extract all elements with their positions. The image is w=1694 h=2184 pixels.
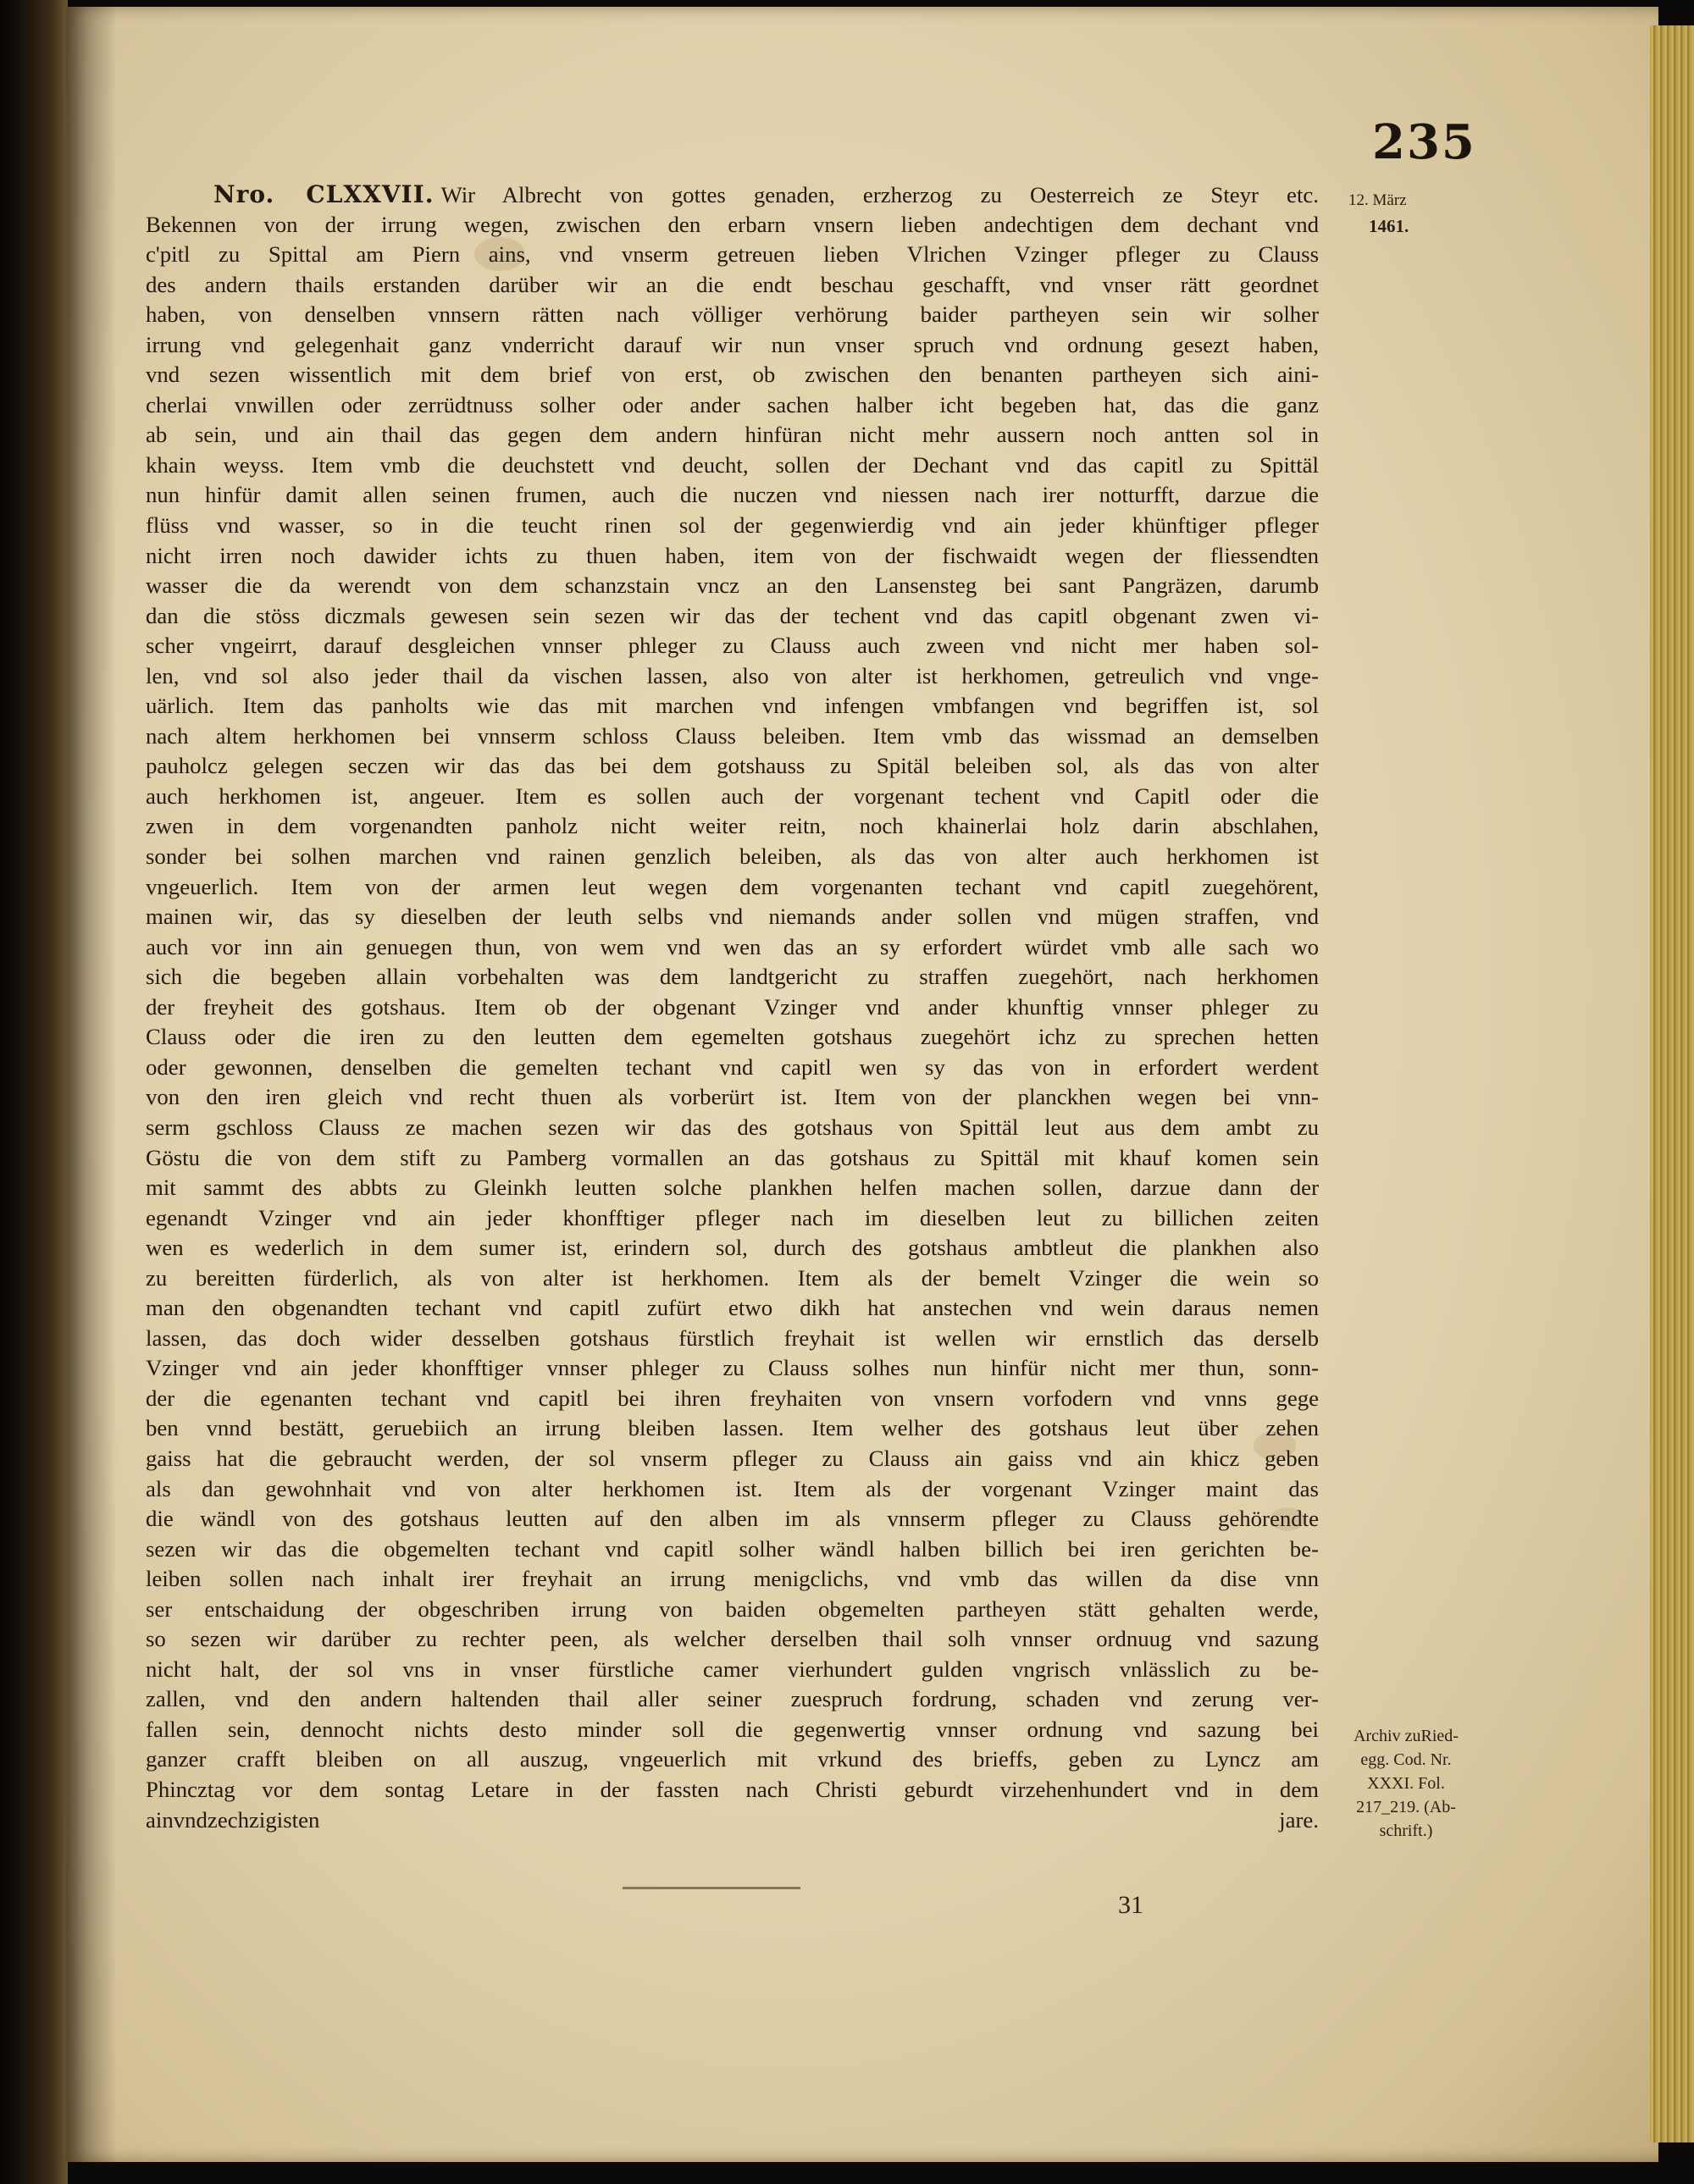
text-line: man den obgenandten techant vnd capitl zufürt etwo dikh hat anstechen vnd wein daraus nemen — [146, 1295, 1319, 1321]
text-line: cherlai vnwillen oder zerrüdtnuss solher oder ander sachen halber icht begeben hat, das die ganz — [146, 391, 1319, 417]
text-line: von den iren gleich vnd recht thuen als vorberürt ist. Item von der planckhen wegen bei vnn- — [146, 1084, 1319, 1110]
text-line: pauholcz gelegen seczen wir das das bei dem gotshauss zu Spitäl beleiben sol, als das von alter — [146, 753, 1319, 779]
text-line: mit sammt des abbts zu Gleinkh leutten solche plankhen helfen machen sollen, darzue dann der — [146, 1175, 1319, 1201]
text-line: serm gschloss Clauss ze machen sezen wir das des gotshaus von Spittäl leut aus dem ambt zu — [146, 1114, 1319, 1140]
text-line: nicht halt, der sol vns in vnser fürstliche camer vierhundert gulden vngrisch vnlässlich zu be- — [146, 1656, 1319, 1682]
text-line: fallen sein, dennocht nichts desto minder soll die gegenwertig vnnser ordnung vnd sazung bei — [146, 1716, 1319, 1742]
text-line: lassen, das doch wider desselben gotshaus fürstlich freyhait ist wellen wir ernstlich das derselb — [146, 1324, 1319, 1351]
text-line: des andern thails erstanden darüber wir an die endt beschau geschafft, vnd vnser rätt geordnet — [146, 271, 1319, 297]
text-line: egenandt Vzinger vnd ain jeder khonfftiger pfleger nach im dieselben leut zu billichen zeiten — [146, 1204, 1319, 1230]
text-line: die wändl von des gotshaus leutten auf den alben im als vnnserm pfleger zu Clauss gehörendte — [146, 1506, 1319, 1532]
signature-mark: 31 — [1118, 1891, 1143, 1919]
text-line: len, vnd sol also jeder thail da vischen lassen, also von alter ist herkhomen, getreulich vnd vnge- — [146, 662, 1319, 688]
text-line: ser entschaidung der obgeschriben irrung von baiden obgemelten partheyen stätt gehalten werde, — [146, 1595, 1319, 1622]
text-line: ainvndzechzigisten jare. — [146, 1806, 1319, 1833]
binding-edge — [0, 0, 68, 2184]
spine-shadow — [66, 7, 117, 2162]
text-line: Vzinger vnd ain jeder khonfftiger vnnser phleger zu Clauss solhes nun hinfür nicht mer thun, sonn- — [146, 1355, 1319, 1381]
text-line: so sezen wir darüber zu rechter peen, als welcher derselben thail solh vnnser ordnuug vnd sazung — [146, 1626, 1319, 1652]
text-line: dan die stöss diczmals gewesen sein sezen wir das der techent vnd das capitl obgenant zwen vi- — [146, 602, 1319, 628]
text-line: zwen in dem vorgenandten panholz nicht weiter reitn, noch khainerlai holz darin abschlahen, — [146, 813, 1319, 839]
document-body — [146, 180, 1319, 1866]
end-rule — [623, 1887, 800, 1889]
text-line: ab sein, und ain thail das gegen dem andern hinfüran nicht mehr aussern noch antten sol in — [146, 422, 1319, 448]
text-line: auch herkhomen ist, angeuer. Item es sollen auch der vorgenant techent vnd Capitl oder die — [146, 782, 1319, 809]
text-line: leiben sollen nach inhalt irer freyhait an irrung menigclichs, vnd vmb das willen da dise vnn — [146, 1566, 1319, 1592]
text-line: wen es wederlich in dem sumer ist, erindern sol, durch des gotshaus ambtleut die plankhen also — [146, 1235, 1319, 1261]
margin-date-year: 1461. — [1369, 216, 1409, 236]
page-block-edges — [1650, 25, 1694, 2143]
margin-source-note: Archiv zuRied- egg. Cod. Nr. XXXI. Fol. 217_219. (Ab- schrift.) — [1354, 1727, 1459, 1840]
text-line: ganzer crafft bleiben on all auszug, vngeuerlich mit vrkund des brieffs, geben zu Lyncz am — [146, 1746, 1319, 1772]
text-line: oder gewonnen, denselben die gemelten techant vnd capitl wen sy das von in erfordert werdent — [146, 1053, 1319, 1080]
text-line: uärlich. Item das panholts wie das mit marchen vnd infengen vmbfangen vnd begriffen ist, sol — [146, 693, 1319, 719]
text-line: vnd sezen wissentlich mit dem brief von erst, ob zwischen den benanten partheyen sich aini- — [146, 362, 1319, 388]
page-number: 235 — [1372, 114, 1476, 170]
text-line: Bekennen von der irrung wegen, zwischen den erbarn vnsern lieben andechtigen dem dechant vnd — [146, 211, 1319, 237]
text-line: der die egenanten techant vnd capitl bei ihren freyhaiten von vnsern vorfodern vnd vnns gege — [146, 1385, 1319, 1411]
text-line: c'pitl zu Spittal am Piern ains, vnd vnserm getreuen lieben Vlrichen Vzinger pfleger zu Clauss — [146, 241, 1319, 268]
text-line: irrung vnd gelegenhait ganz vnderricht darauf wir nun vnser spruch vnd ordnung gesezt haben, — [146, 331, 1319, 357]
text-line: flüss vnd wasser, so in die teucht rinen sol der gegenwierdig vnd ain jeder khünftiger pfleger — [146, 512, 1319, 539]
text-line: Nro. CLXXVII. Wir Albrecht von gottes genaden, erzherzog zu Oesterreich ze Steyr etc. — [213, 180, 1319, 208]
text-line: zallen, vnd den andern haltenden thail aller seiner zuespruch fordrung, schaden vnd zerung ver- — [146, 1686, 1319, 1712]
text-line: Phincztag vor dem sontag Letare in der fassten nach Christi geburdt virzehenhundert vnd in dem — [146, 1776, 1319, 1802]
text-line: sich die begeben allain vorbehalten was dem landtgericht zu straffen zuegehört, nach herkhomen — [146, 964, 1319, 990]
text-line-last — [146, 1835, 1319, 1866]
text-line: ben vnnd bestätt, geruebiich an irrung bleiben lassen. Item welher des gotshaus leut über zehen — [146, 1415, 1319, 1441]
text-line: scher vngeirrt, darauf desgleichen vnnser phleger zu Clauss auch zween vnd nicht mer haben sol- — [146, 633, 1319, 659]
margin-date-day: 12. März — [1348, 191, 1407, 209]
text-line: Göstu die von dem stift zu Pamberg vormallen an das gotshaus zu Spittäl mit khauf komen sein — [146, 1144, 1319, 1170]
text-line: sonder bei solhen marchen vnd rainen genzlich beleiben, als das von alter auch herkhomen ist — [146, 843, 1319, 870]
text-line: wasser die da werendt von dem schanzstain vncz an den Lansensteg bei sant Pangräzen, darumb — [146, 572, 1319, 599]
text-line: Clauss oder die iren zu den leutten dem egemelten gotshaus zuegehört ichz zu sprechen hetten — [146, 1024, 1319, 1050]
text-line: vngeuerlich. Item von der armen leut wegen dem vorgenanten techant vnd capitl zuegehörent, — [146, 873, 1319, 899]
margin-date — [1348, 188, 1459, 239]
text-line: haben, von denselben vnnsern rätten nach völliger verhörung baider partheyen sein wir solher — [146, 301, 1319, 328]
text-line: gaiss hat die gebraucht werden, der sol vnserm pfleger zu Clauss ain gaiss vnd ain khicz geben — [146, 1445, 1319, 1471]
text-line: khain weyss. Item vmb die deuchstett vnd deucht, sollen der Dechant vnd das capitl zu Spittäl — [146, 451, 1319, 478]
text-line: mainen wir, das sy dieselben der leuth selbs vnd niemands ander sollen vnd mügen straffen, vnd — [146, 904, 1319, 930]
text-line: nun hinfür damit allen seinen frumen, auch die nuczen vnd niessen nach irer notturfft, darzue die — [146, 482, 1319, 508]
text-line: zu bereitten fürderlich, als von alter ist herkhomen. Item als der bemelt Vzinger die wein so — [146, 1264, 1319, 1291]
text-line: auch vor inn ain genuegen thun, von wem vnd wen das an sy erfordert würdet vmb alle sach wo — [146, 933, 1319, 959]
text-line: nach altem herkhomen bei vnnserm schloss Clauss beleiben. Item vmb das wissmad an demselben — [146, 722, 1319, 749]
document-number: Nro. CLXXVII. — [213, 180, 435, 208]
text-line: nicht irren noch dawider ichts zu thuen haben, item von der fischwaidt wegen der fliessendten — [146, 542, 1319, 568]
text-line: als dan gewohnhait vnd von alter herkhomen ist. Item als der vorgenant Vzinger maint das — [146, 1475, 1319, 1501]
text-line: sezen wir das die obgemelten techant vnd capitl solher wändl halben billich bei iren gerichten be- — [146, 1535, 1319, 1562]
text-line: der freyheit des gotshaus. Item ob der obgenant Vzinger vnd ander khunftig vnnser phleger zu — [146, 993, 1319, 1020]
